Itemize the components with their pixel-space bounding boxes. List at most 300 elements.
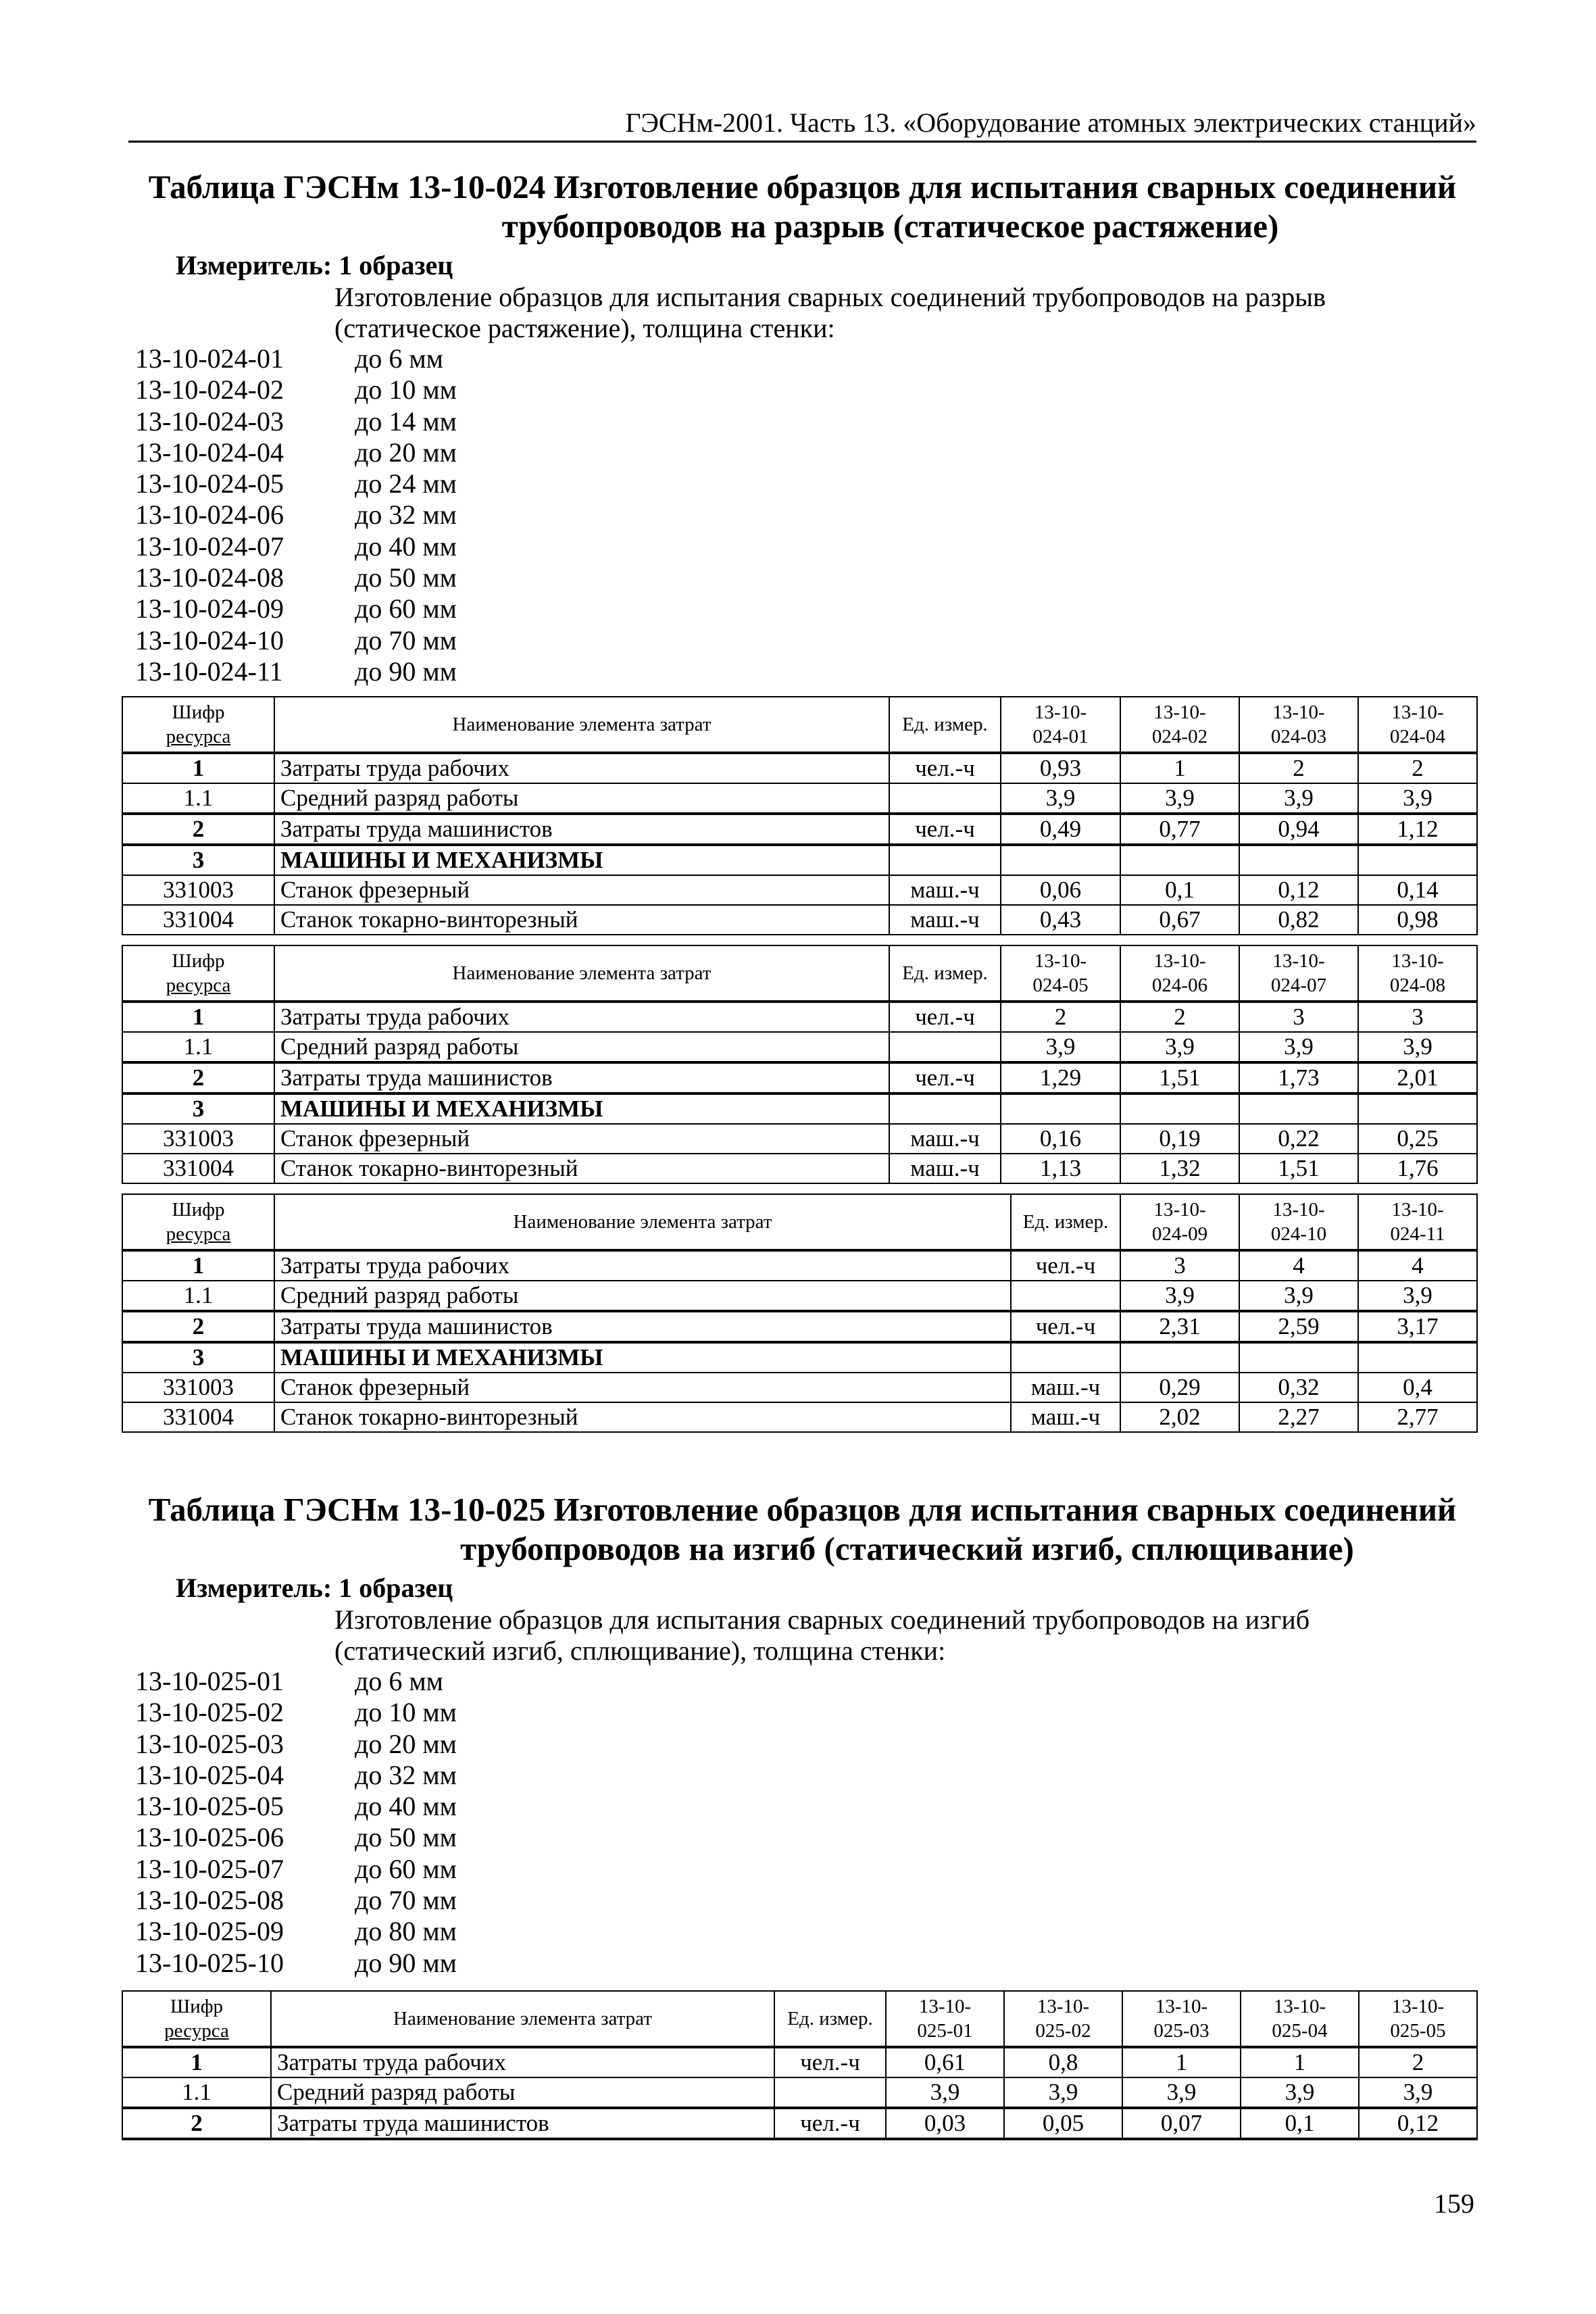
table-row xyxy=(122,1124,1477,1154)
cell-value: 0,25 xyxy=(1358,1124,1477,1154)
header-norm-code xyxy=(1001,945,1120,1002)
table-row xyxy=(122,1311,1477,1342)
header-norm-code xyxy=(1001,697,1120,753)
item-code: 13-10-025-02 xyxy=(135,1697,284,1728)
code-list-item xyxy=(135,1916,743,1947)
cell-value: 4 xyxy=(1239,1250,1358,1281)
item-thickness: до 50 мм xyxy=(355,1822,457,1853)
table25-measure: Измеритель: 1 образец xyxy=(176,1573,453,1603)
code-list-item xyxy=(135,1760,743,1791)
table-header-row xyxy=(122,945,1477,1002)
cell-unit xyxy=(1011,1281,1120,1311)
code-list-item xyxy=(135,1822,743,1853)
norm-code-line2: 025-01 xyxy=(917,2020,973,2042)
table25-desc-line2: (статический изгиб, сплющивание), толщина стенки: xyxy=(334,1635,946,1666)
cell-value: 0,12 xyxy=(1359,2108,1477,2139)
item-thickness: до 14 мм xyxy=(355,405,457,437)
table25-title-line2: трубопроводов на изгиб (статический изгиб, сплющивание) xyxy=(460,1530,1354,1567)
cell-value xyxy=(1001,1093,1120,1124)
cell-value: 3,9 xyxy=(1239,1032,1358,1062)
cell-resource-code: 3 xyxy=(122,1093,274,1124)
cell-unit: маш.-ч xyxy=(889,1154,1001,1183)
norm-code-line2: 025-05 xyxy=(1390,2020,1446,2042)
cell-resource-code: 3 xyxy=(122,1342,274,1373)
table24-desc-line1: Изготовление образцов для испытания сварных соединений трубопроводов на разрыв xyxy=(334,282,1326,312)
table-row xyxy=(122,1002,1477,1032)
header-unit: Ед. измер. xyxy=(889,945,1001,1002)
header-shifr xyxy=(122,1194,274,1250)
item-thickness: до 10 мм xyxy=(355,374,457,405)
code-list-item xyxy=(135,593,743,624)
item-thickness: до 60 мм xyxy=(355,1853,457,1884)
cell-value: 3,17 xyxy=(1358,1311,1477,1342)
cell-resource-code: 331004 xyxy=(122,1154,274,1183)
cell-resource-code: 2 xyxy=(122,1311,274,1342)
norm-code-line2: 024-06 xyxy=(1151,975,1208,996)
cell-value: 0,16 xyxy=(1001,1124,1120,1154)
norm-code-line1: 13-10- xyxy=(918,1996,972,2017)
item-code: 13-10-024-11 xyxy=(135,656,283,687)
cell-resource-code: 1 xyxy=(122,1002,274,1032)
cell-value: 0,12 xyxy=(1239,875,1358,905)
cell-cost-name: Станок фрезерный xyxy=(274,875,889,905)
cell-value: 0,61 xyxy=(886,2047,1004,2077)
table-row xyxy=(122,2077,1477,2108)
item-thickness: до 90 мм xyxy=(355,656,457,687)
cell-value: 0,67 xyxy=(1120,905,1239,935)
norm-code-line1: 13-10- xyxy=(1391,1996,1445,2017)
cell-resource-code: 331004 xyxy=(122,1402,274,1432)
cell-value: 0,93 xyxy=(1001,753,1120,783)
cell-value xyxy=(1001,845,1120,875)
cell-resource-code: 2 xyxy=(122,2108,271,2139)
table24-desc-line2: (статическое растяжение), толщина стенки: xyxy=(334,313,835,343)
cell-value: 4 xyxy=(1358,1250,1477,1281)
cell-resource-code: 331003 xyxy=(122,1124,274,1154)
header-unit: Ед. измер. xyxy=(889,697,1001,753)
cell-value xyxy=(1358,845,1477,875)
item-thickness: до 32 мм xyxy=(355,1759,457,1790)
cell-cost-name: Затраты труда машинистов xyxy=(274,1311,1011,1342)
cell-value: 2 xyxy=(1359,2047,1477,2077)
item-thickness: до 60 мм xyxy=(355,593,457,624)
cell-cost-name: Затраты труда машинистов xyxy=(271,2108,774,2139)
code-list-item xyxy=(135,1666,743,1697)
cell-cost-name: Затраты труда рабочих xyxy=(274,1250,1011,1281)
table-row xyxy=(122,845,1477,875)
cell-value: 1,32 xyxy=(1120,1154,1239,1183)
cell-value: 3 xyxy=(1239,1002,1358,1032)
table-row xyxy=(122,1093,1477,1124)
cell-value: 0,07 xyxy=(1122,2108,1241,2139)
header-norm-code xyxy=(1239,697,1358,753)
cell-value: 3,9 xyxy=(1358,1032,1477,1062)
code-list-item xyxy=(135,343,743,374)
cell-cost-name: Затраты труда машинистов xyxy=(274,814,889,845)
header-shifr xyxy=(122,697,274,753)
cell-unit xyxy=(774,2077,886,2108)
item-code: 13-10-024-01 xyxy=(135,343,284,374)
norm-code-line1: 13-10- xyxy=(1155,1996,1208,2017)
cell-value: 2,77 xyxy=(1358,1402,1477,1432)
cell-resource-code: 1 xyxy=(122,2047,271,2077)
cell-resource-code: 331004 xyxy=(122,905,274,935)
cell-value: 3,9 xyxy=(1120,1032,1239,1062)
norm-code-line1: 13-10- xyxy=(1034,950,1087,972)
cell-value: 1,29 xyxy=(1001,1062,1120,1093)
code-list-item xyxy=(135,625,743,656)
code-list-item xyxy=(135,1791,743,1822)
cell-cost-name: Затраты труда машинистов xyxy=(274,1062,889,1093)
norm-code-line2: 025-03 xyxy=(1153,2020,1210,2042)
header-shifr-line1: Шифр xyxy=(172,950,225,972)
table-header-row xyxy=(122,1194,1477,1250)
header-shifr xyxy=(122,945,274,1002)
cell-value: 0,8 xyxy=(1004,2047,1122,2077)
cell-resource-code: 1.1 xyxy=(122,1032,274,1062)
code-list-item xyxy=(135,437,743,468)
norm-code-line1: 13-10- xyxy=(1272,701,1325,723)
code-list-item xyxy=(135,499,743,531)
cell-unit xyxy=(889,1093,1001,1124)
cell-unit: чел.-ч xyxy=(889,814,1001,845)
header-name: Наименование элемента затрат xyxy=(271,1991,774,2047)
norm-code-line2: 024-04 xyxy=(1389,726,1446,747)
cell-value: 0,1 xyxy=(1120,875,1239,905)
cell-unit: чел.-ч xyxy=(889,753,1001,783)
header-norm-code xyxy=(1239,1194,1358,1250)
norm-code-line1: 13-10- xyxy=(1391,950,1444,972)
cell-cost-name: Средний разряд работы xyxy=(274,1032,889,1062)
cell-value xyxy=(1120,1093,1239,1124)
header-shifr-line2: ресурса xyxy=(164,2020,229,2042)
cell-value: 0,94 xyxy=(1239,814,1358,845)
norm-code-line1: 13-10- xyxy=(1037,1996,1090,2017)
header-unit: Ед. измер. xyxy=(774,1991,886,2047)
item-thickness: до 70 мм xyxy=(355,1885,457,1916)
table25-code-list xyxy=(135,1666,743,1979)
cell-value: 3,9 xyxy=(1239,783,1358,814)
table-row xyxy=(122,1373,1477,1402)
cell-unit: чел.-ч xyxy=(1011,1311,1120,1342)
norm-code-line2: 024-09 xyxy=(1151,1223,1208,1245)
item-thickness: до 90 мм xyxy=(355,1947,457,1978)
table25-part1 xyxy=(122,1990,1478,2140)
cell-value: 1 xyxy=(1122,2047,1241,2077)
cell-value: 0,06 xyxy=(1001,875,1120,905)
cell-unit: чел.-ч xyxy=(889,1062,1001,1093)
header-shifr-line1: Шифр xyxy=(172,701,225,723)
cell-value: 2 xyxy=(1120,1002,1239,1032)
norm-code-line2: 024-01 xyxy=(1032,726,1089,747)
item-thickness: до 20 мм xyxy=(355,437,457,468)
header-shifr-line2: ресурса xyxy=(166,726,231,747)
cell-value xyxy=(1358,1093,1477,1124)
cell-value xyxy=(1358,1342,1477,1373)
header-norm-code xyxy=(1358,1194,1477,1250)
cell-value: 2 xyxy=(1358,753,1477,783)
cell-unit xyxy=(889,845,1001,875)
cell-value: 3,9 xyxy=(1358,1281,1477,1311)
item-thickness: до 70 мм xyxy=(355,624,457,656)
item-thickness: до 50 мм xyxy=(355,562,457,593)
header-shifr xyxy=(122,1991,271,2047)
table-header-row xyxy=(122,697,1477,753)
cell-value xyxy=(1120,845,1239,875)
header-norm-code xyxy=(1120,1194,1239,1250)
cell-cost-name: Станок токарно-винторезный xyxy=(274,1154,889,1183)
norm-code-line2: 024-11 xyxy=(1390,1223,1445,1245)
cell-value xyxy=(1120,1342,1239,1373)
table-row xyxy=(122,1402,1477,1432)
norm-code-line2: 024-02 xyxy=(1151,726,1208,747)
code-list-item xyxy=(135,1729,743,1760)
norm-code-line2: 024-07 xyxy=(1270,975,1327,996)
norm-code-line1: 13-10- xyxy=(1273,1996,1326,2017)
norm-code-line1: 13-10- xyxy=(1153,950,1206,972)
cell-value: 0,22 xyxy=(1239,1124,1358,1154)
table-row xyxy=(122,1032,1477,1062)
cell-value: 0,32 xyxy=(1239,1373,1358,1402)
cell-value: 3 xyxy=(1120,1250,1239,1281)
cell-cost-name: Станок токарно-винторезный xyxy=(274,1402,1011,1432)
cell-value: 1,76 xyxy=(1358,1154,1477,1183)
table-row xyxy=(122,2047,1477,2077)
item-code: 13-10-024-04 xyxy=(135,437,284,468)
cell-value: 1,12 xyxy=(1358,814,1477,845)
code-list-item xyxy=(135,562,743,593)
table24-part2 xyxy=(122,945,1478,1184)
item-code: 13-10-024-08 xyxy=(135,562,284,593)
code-list-item xyxy=(135,1697,743,1728)
header-shifr-line1: Шифр xyxy=(172,1199,225,1221)
cell-value: 3,9 xyxy=(886,2077,1004,2108)
header-shifr-line1: Шифр xyxy=(170,1996,224,2017)
header-norm-code xyxy=(1120,945,1239,1002)
table-row xyxy=(122,1062,1477,1093)
header-norm-code xyxy=(1120,697,1239,753)
code-list-item xyxy=(135,468,743,499)
cell-value: 0,03 xyxy=(886,2108,1004,2139)
cell-unit: маш.-ч xyxy=(1011,1373,1120,1402)
code-list-item xyxy=(135,656,743,687)
cell-unit: чел.-ч xyxy=(889,1002,1001,1032)
cell-cost-name: Средний разряд работы xyxy=(271,2077,774,2108)
item-code: 13-10-025-05 xyxy=(135,1791,284,1822)
cell-cost-name: Станок токарно-винторезный xyxy=(274,905,889,935)
table24-part3 xyxy=(122,1193,1478,1433)
cell-value: 0,1 xyxy=(1241,2108,1359,2139)
running-header: ГЭСНм-2001. Часть 13. «Оборудование атомных электрических станций» xyxy=(625,107,1476,138)
norm-code-line1: 13-10- xyxy=(1153,1199,1206,1221)
cell-unit xyxy=(889,783,1001,814)
header-shifr-line2: ресурса xyxy=(166,1223,231,1245)
cell-value: 2,59 xyxy=(1239,1311,1358,1342)
norm-code-line1: 13-10- xyxy=(1272,1199,1325,1221)
header-name: Наименование элемента затрат xyxy=(274,945,889,1002)
cell-value: 2 xyxy=(1001,1002,1120,1032)
cell-value: 3,9 xyxy=(1004,2077,1122,2108)
cell-cost-name: Средний разряд работы xyxy=(274,1281,1011,1311)
table25-title xyxy=(135,1490,1470,1569)
cell-resource-code: 1.1 xyxy=(122,1281,274,1311)
table24-description xyxy=(334,282,1416,344)
cell-value: 2 xyxy=(1239,753,1358,783)
cell-value xyxy=(1239,1093,1358,1124)
item-code: 13-10-025-10 xyxy=(135,1947,284,1978)
norm-code-line1: 13-10- xyxy=(1272,950,1325,972)
cell-cost-name: МАШИНЫ И МЕХАНИЗМЫ xyxy=(274,845,889,875)
table-row xyxy=(122,783,1477,814)
header-norm-code xyxy=(1241,1991,1359,2047)
cell-value: 0,29 xyxy=(1120,1373,1239,1402)
cell-value: 2,01 xyxy=(1358,1062,1477,1093)
code-list-item xyxy=(135,374,743,405)
cell-resource-code: 1.1 xyxy=(122,783,274,814)
item-thickness: до 20 мм xyxy=(355,1728,457,1759)
table-row xyxy=(122,753,1477,783)
table-row xyxy=(122,1281,1477,1311)
cell-value: 3,9 xyxy=(1241,2077,1359,2108)
table-row xyxy=(122,814,1477,845)
cell-cost-name: Станок фрезерный xyxy=(274,1124,889,1154)
cell-value: 0,4 xyxy=(1358,1373,1477,1402)
cell-value: 1,73 xyxy=(1239,1062,1358,1093)
table25-title-line1: Таблица ГЭСНм 13-10-025 Изготовление образцов для испытания сварных соединений xyxy=(148,1491,1457,1528)
cell-resource-code: 2 xyxy=(122,814,274,845)
cell-value: 1,51 xyxy=(1239,1154,1358,1183)
item-code: 13-10-025-07 xyxy=(135,1853,284,1884)
header-shifr-line2: ресурса xyxy=(166,975,231,996)
cell-cost-name: Затраты труда рабочих xyxy=(271,2047,774,2077)
cell-cost-name: Средний разряд работы xyxy=(274,783,889,814)
cell-value: 0,19 xyxy=(1120,1124,1239,1154)
table24-title xyxy=(135,168,1470,246)
cell-value: 2,27 xyxy=(1239,1402,1358,1432)
item-thickness: до 10 мм xyxy=(355,1697,457,1728)
item-code: 13-10-025-06 xyxy=(135,1822,284,1853)
header-norm-code xyxy=(1122,1991,1241,2047)
header-norm-code xyxy=(1358,945,1477,1002)
item-thickness: до 40 мм xyxy=(355,1791,457,1822)
code-list-item xyxy=(135,1885,743,1916)
cell-value: 0,49 xyxy=(1001,814,1120,845)
header-norm-code xyxy=(1358,697,1477,753)
table-row xyxy=(122,875,1477,905)
table24-measure: Измеритель: 1 образец xyxy=(176,250,453,280)
table25-description xyxy=(334,1604,1416,1667)
item-thickness: до 6 мм xyxy=(355,343,443,374)
item-thickness: до 24 мм xyxy=(355,468,457,499)
cell-cost-name: Станок фрезерный xyxy=(274,1373,1011,1402)
cell-value: 1,51 xyxy=(1120,1062,1239,1093)
norm-code-line2: 024-03 xyxy=(1270,726,1327,747)
table24-code-list xyxy=(135,343,743,687)
cell-unit: маш.-ч xyxy=(889,1124,1001,1154)
norm-code-line2: 025-04 xyxy=(1272,2020,1328,2042)
cell-value: 3,9 xyxy=(1001,783,1120,814)
item-code: 13-10-025-04 xyxy=(135,1759,284,1790)
cell-value: 0,82 xyxy=(1239,905,1358,935)
cell-value: 0,98 xyxy=(1358,905,1477,935)
norm-code-line2: 024-10 xyxy=(1270,1223,1327,1245)
cell-value: 0,77 xyxy=(1120,814,1239,845)
table-row xyxy=(122,905,1477,935)
cell-value: 3,9 xyxy=(1239,1281,1358,1311)
cell-resource-code: 3 xyxy=(122,845,274,875)
table24-title-line1: Таблица ГЭСНм 13-10-024 Изготовление образцов для испытания сварных соединений xyxy=(148,168,1457,205)
cell-cost-name: Затраты труда рабочих xyxy=(274,753,889,783)
header-norm-code xyxy=(1239,945,1358,1002)
header-name: Наименование элемента затрат xyxy=(274,697,889,753)
item-code: 13-10-024-05 xyxy=(135,468,284,499)
cell-value: 3 xyxy=(1358,1002,1477,1032)
norm-code-line2: 025-02 xyxy=(1035,2020,1091,2042)
cell-unit: чел.-ч xyxy=(774,2108,886,2139)
cell-unit: маш.-ч xyxy=(889,905,1001,935)
page-number: 159 xyxy=(1434,2188,1474,2219)
cell-value: 1 xyxy=(1241,2047,1359,2077)
cell-value: 3,9 xyxy=(1122,2077,1241,2108)
item-thickness: до 6 мм xyxy=(355,1666,443,1696)
cell-value: 3,9 xyxy=(1120,783,1239,814)
cell-resource-code: 2 xyxy=(122,1062,274,1093)
item-code: 13-10-024-07 xyxy=(135,531,284,562)
item-thickness: до 32 мм xyxy=(355,499,457,531)
cell-unit: чел.-ч xyxy=(774,2047,886,2077)
table-row xyxy=(122,1154,1477,1183)
cell-value: 1,13 xyxy=(1001,1154,1120,1183)
item-code: 13-10-024-09 xyxy=(135,593,284,624)
cell-value: 0,05 xyxy=(1004,2108,1122,2139)
norm-code-line1: 13-10- xyxy=(1391,701,1444,723)
cell-unit: маш.-ч xyxy=(1011,1402,1120,1432)
item-thickness: до 80 мм xyxy=(355,1916,457,1947)
code-list-item xyxy=(135,531,743,562)
norm-code-line1: 13-10- xyxy=(1153,701,1206,723)
code-list-item xyxy=(135,1854,743,1885)
cell-value: 3,9 xyxy=(1120,1281,1239,1311)
cell-resource-code: 331003 xyxy=(122,1373,274,1402)
cell-cost-name: МАШИНЫ И МЕХАНИЗМЫ xyxy=(274,1093,889,1124)
cell-unit: маш.-ч xyxy=(889,875,1001,905)
cell-resource-code: 1.1 xyxy=(122,2077,271,2108)
table-row xyxy=(122,1342,1477,1373)
cell-resource-code: 331003 xyxy=(122,875,274,905)
item-code: 13-10-024-10 xyxy=(135,624,284,656)
item-thickness: до 40 мм xyxy=(355,531,457,562)
cell-cost-name: Затраты труда рабочих xyxy=(274,1002,889,1032)
cell-unit: чел.-ч xyxy=(1011,1250,1120,1281)
header-norm-code xyxy=(1004,1991,1122,2047)
cell-resource-code: 1 xyxy=(122,753,274,783)
header-rule xyxy=(128,141,1476,143)
cell-cost-name: МАШИНЫ И МЕХАНИЗМЫ xyxy=(274,1342,1011,1373)
table25-desc-line1: Изготовление образцов для испытания сварных соединений трубопроводов на изгиб xyxy=(334,1604,1310,1635)
cell-value: 2,02 xyxy=(1120,1402,1239,1432)
table-row xyxy=(122,1250,1477,1281)
item-code: 13-10-024-02 xyxy=(135,374,284,405)
table24-title-line2: трубопроводов на разрыв (статическое растяжение) xyxy=(501,207,1279,245)
norm-code-line2: 024-08 xyxy=(1389,975,1446,996)
cell-resource-code: 1 xyxy=(122,1250,274,1281)
item-code: 13-10-025-01 xyxy=(135,1666,284,1696)
header-norm-code xyxy=(886,1991,1004,2047)
table24-part1 xyxy=(122,696,1478,935)
item-code: 13-10-025-08 xyxy=(135,1885,284,1916)
code-list-item xyxy=(135,1948,743,1979)
norm-code-line1: 13-10- xyxy=(1034,701,1087,723)
